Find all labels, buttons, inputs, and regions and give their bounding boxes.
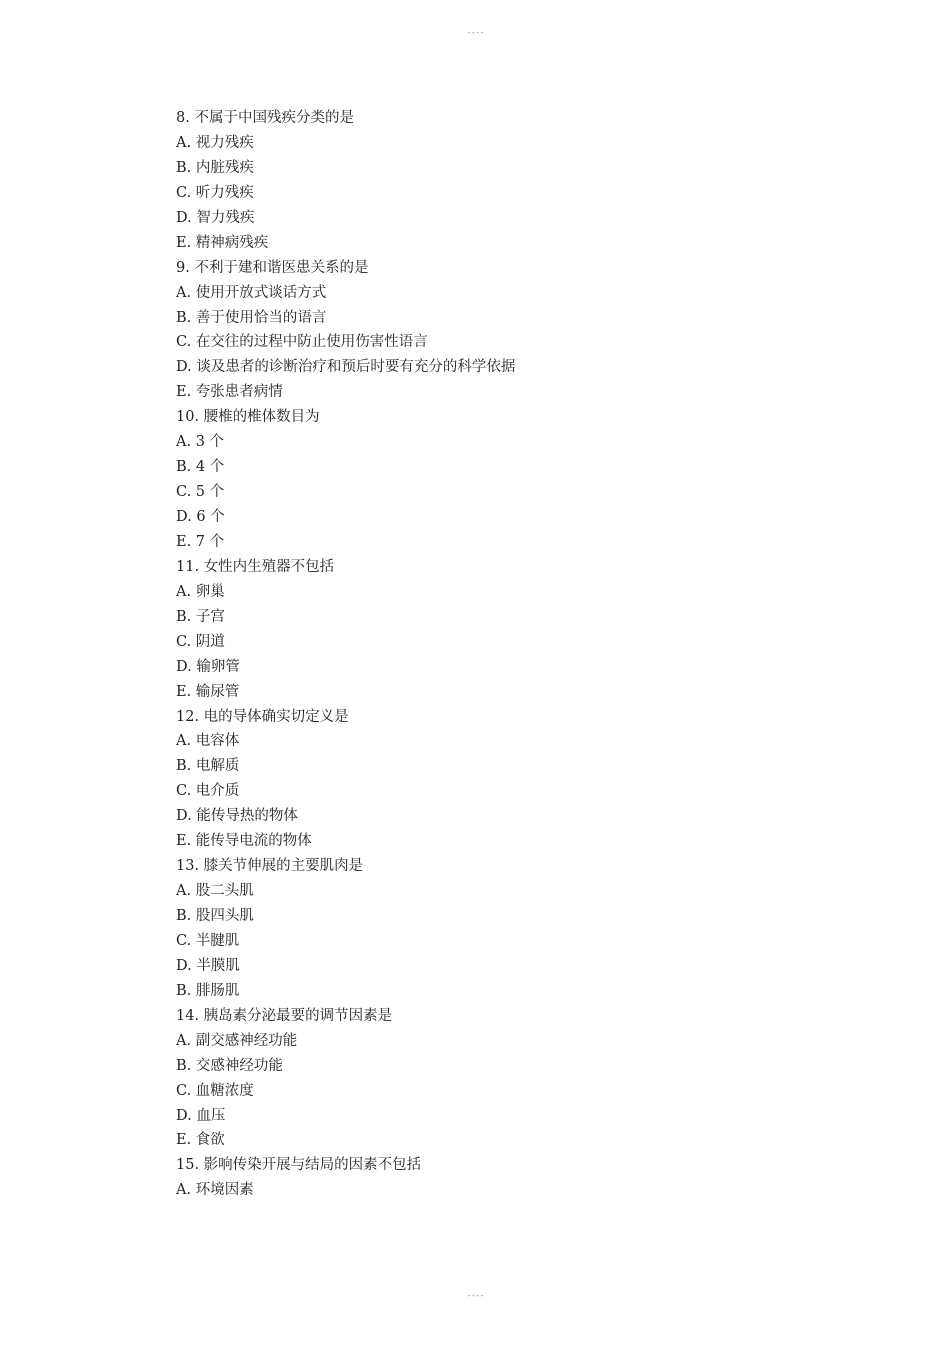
answer-option: C. 听力残疾	[176, 184, 254, 201]
answer-option: A. 副交感神经功能	[176, 1032, 298, 1049]
question-stem: 8. 不属于中国残疾分类的是	[176, 110, 354, 126]
answer-option: D. 半膜肌	[176, 957, 240, 974]
answer-option: D. 谈及患者的诊断治疗和预后时要有充分的科学依据	[176, 359, 516, 376]
answer-option: B. 交感神经功能	[176, 1057, 283, 1074]
answer-option: E. 7 个	[176, 533, 225, 550]
answer-option: A. 3 个	[176, 434, 225, 451]
header-mark: ----	[466, 28, 484, 38]
question-list	[176, 106, 515, 1203]
answer-option: A. 股二头肌	[176, 883, 254, 900]
answer-option: C. 半腱肌	[176, 932, 240, 949]
question-stem: 11. 女性内生殖器不包括	[176, 558, 335, 575]
answer-option: D. 输卵管	[176, 658, 240, 675]
answer-option: B. 4 个	[176, 459, 225, 476]
question-stem: 14. 胰岛素分泌最要的调节因素是	[176, 1007, 393, 1024]
answer-option: E. 夸张患者病情	[176, 384, 283, 401]
question-stem: 10. 腰椎的椎体数目为	[176, 409, 320, 426]
answer-option: D. 血压	[176, 1107, 226, 1124]
answer-option: B. 子宫	[176, 608, 225, 625]
answer-option: A. 环境因素	[176, 1182, 254, 1199]
answer-option: E. 能传导电流的物体	[176, 833, 312, 850]
answer-option: C. 电介质	[176, 783, 240, 800]
answer-option: C. 阴道	[176, 633, 225, 650]
answer-option: C. 血糖浓度	[176, 1082, 254, 1099]
answer-option: E. 输尿管	[176, 683, 240, 700]
answer-option: B. 股四头肌	[176, 908, 254, 924]
answer-option: C. 5 个	[176, 484, 225, 501]
answer-option: D. 6 个	[176, 509, 225, 525]
answer-option: D. 能传导热的物体	[176, 808, 298, 825]
answer-option: B. 内脏残疾	[176, 159, 254, 176]
answer-option: A. 卵巢	[176, 583, 225, 600]
footer-mark: ----	[466, 1291, 484, 1301]
answer-option: A. 视力残疾	[176, 134, 254, 151]
answer-option: D. 智力残疾	[176, 209, 255, 226]
question-stem: 15. 影响传染开展与结局的因素不包括	[176, 1157, 422, 1174]
answer-option: A. 使用开放式谈话方式	[176, 284, 327, 301]
answer-option: B. 电解质	[176, 758, 240, 775]
question-stem: 12. 电的导体确实切定义是	[176, 708, 349, 725]
answer-option: B. 善于使用恰当的语言	[176, 309, 327, 326]
question-stem: 13. 膝关节伸展的主要肌肉是	[176, 858, 364, 875]
answer-option: B. 腓肠肌	[176, 982, 240, 999]
answer-option: E. 食欲	[176, 1132, 225, 1149]
answer-option: C. 在交往的过程中防止使用伤害性语言	[176, 334, 428, 351]
answer-option: A. 电容体	[176, 733, 240, 750]
answer-option: E. 精神病残疾	[176, 234, 269, 251]
question-stem: 9. 不利于建和谐医患关系的是	[176, 259, 369, 276]
